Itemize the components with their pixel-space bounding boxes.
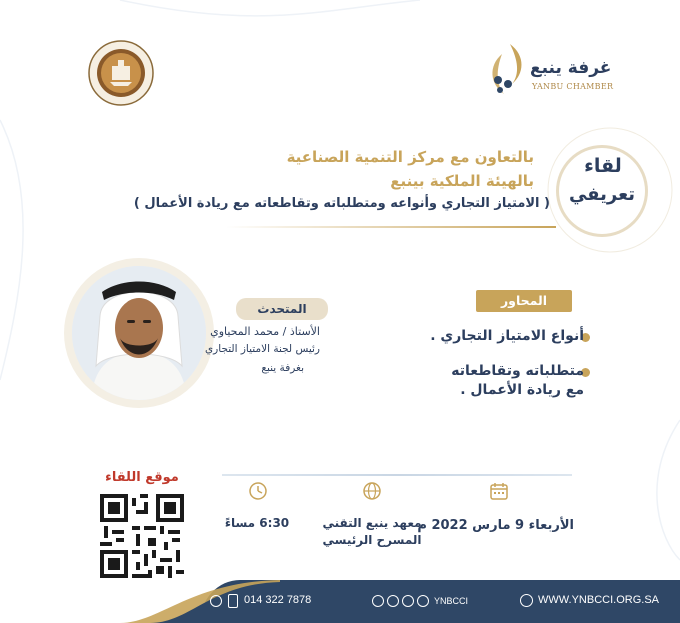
topic-item-1: أنواع الامتياز التجاري . [430, 328, 584, 344]
calendar-icon [489, 481, 509, 501]
yanbu-technical-institute-seal [88, 40, 154, 106]
qr-code[interactable] [100, 494, 184, 578]
venue-line1: معهد ينبع التقني [322, 516, 422, 530]
chamber-name-arabic: غرفة ينبع [530, 58, 612, 78]
badge-line2: تعريفي [568, 184, 636, 205]
venue-line2: المسرح الرئيسي [322, 533, 422, 547]
facebook-icon[interactable] [372, 595, 384, 607]
event-date: الأربعاء 9 مارس 2022 م [417, 518, 574, 533]
speaker-name: الأستاذ / محمد المحياوي [210, 325, 320, 338]
instagram-icon[interactable] [387, 595, 399, 607]
twitter-icon[interactable] [417, 595, 429, 607]
speaker-title-line1: رئيس لجنة الامتياز التجاري [204, 343, 320, 355]
phone-icon[interactable] [228, 594, 238, 608]
title-divider [226, 226, 556, 228]
footer-website[interactable]: WWW.YNBCCI.ORG.SA [538, 594, 659, 606]
footer-handle: YNBCCI [434, 596, 469, 606]
badge-line1: لقاء [584, 155, 622, 177]
topic-item-2: متطلباته وتقاطعاته [451, 363, 584, 379]
clock-icon [248, 481, 268, 501]
speaker-title-line2: بغرفة ينبع [261, 362, 304, 374]
footer-phone: 014 322 7878 [244, 594, 312, 606]
title-line3: ( الامتياز التجاري وأنواعه ومتطلباته وتقاطعاته مع ريادة الأعمال ) [133, 196, 550, 211]
youtube-icon[interactable] [402, 595, 414, 607]
topics-header: المحاور [476, 290, 572, 312]
chamber-name-english: YANBU CHAMBER [532, 82, 614, 91]
yanbu-chamber-logo [482, 40, 528, 102]
speaker-label: المتحدث [236, 298, 328, 320]
globe-icon [362, 481, 382, 501]
qr-title: موقع اللقاء [105, 470, 179, 485]
whatsapp-icon[interactable] [210, 595, 222, 607]
speaker-photo [72, 266, 206, 400]
event-time: 6:30 مساءً [224, 516, 290, 530]
info-divider [222, 474, 572, 476]
topic-item-3: مع ريادة الأعمال . [460, 382, 584, 398]
title-line2: بالهيئة الملكية بينبع [390, 172, 534, 190]
title-line1: بالتعاون مع مركز التنمية الصناعية [286, 148, 534, 166]
web-icon[interactable] [520, 594, 533, 607]
